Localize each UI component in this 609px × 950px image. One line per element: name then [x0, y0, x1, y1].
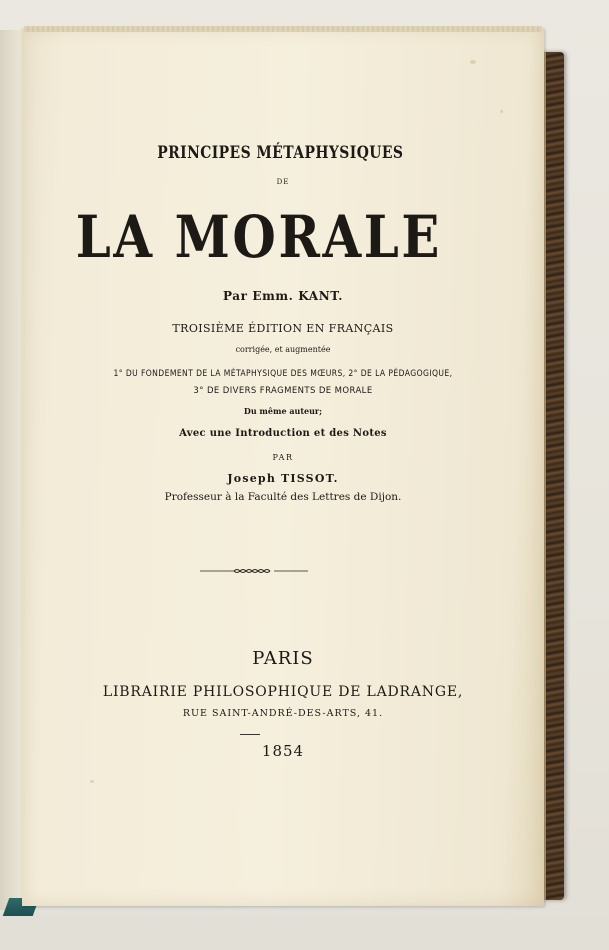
translator-name: Joseph TISSOT.	[227, 472, 339, 485]
introduction-line: Avec une Introduction et des Notes	[179, 428, 387, 439]
divider-rule	[240, 734, 260, 735]
publication-year: 1854	[261, 742, 305, 760]
publisher-city: PARIS	[252, 648, 314, 669]
contents-line-2: 3° DE DIVERS FRAGMENTS DE MORALE	[193, 386, 373, 396]
contents-line-1: 1° DU FONDEMENT DE LA MÉTAPHYSIQUE DES MŒURS, 2° DE LA PÉDAGOGIQUE,	[113, 369, 453, 379]
page-top-edge	[24, 26, 542, 32]
corrigee-line: corrigée, et augmentée	[235, 345, 331, 354]
par-label: PAR	[272, 453, 294, 462]
edition-line: TROISIÈME ÉDITION EN FRANÇAIS	[172, 322, 394, 335]
translator-title: Professeur à la Faculté des Lettres de Dijon.	[164, 491, 402, 503]
title-line-de: DE	[276, 178, 290, 186]
author-line: Par Emm. KANT.	[222, 289, 344, 303]
ornament-rule-icon	[198, 567, 310, 575]
same-author-line: Du même auteur;	[243, 406, 323, 416]
publisher-address: RUE SAINT-ANDRÉ-DES-ARTS, 41.	[182, 708, 384, 719]
foxing-spot	[90, 780, 94, 783]
foxing-spot	[500, 110, 503, 113]
title-line-principes: PRINCIPES MÉTAPHYSIQUES	[157, 143, 404, 163]
foxing-spot	[470, 60, 476, 64]
main-title: LA MORALE	[75, 203, 443, 271]
publisher-name: LIBRAIRIE PHILOSOPHIQUE DE LADRANGE,	[102, 684, 464, 700]
